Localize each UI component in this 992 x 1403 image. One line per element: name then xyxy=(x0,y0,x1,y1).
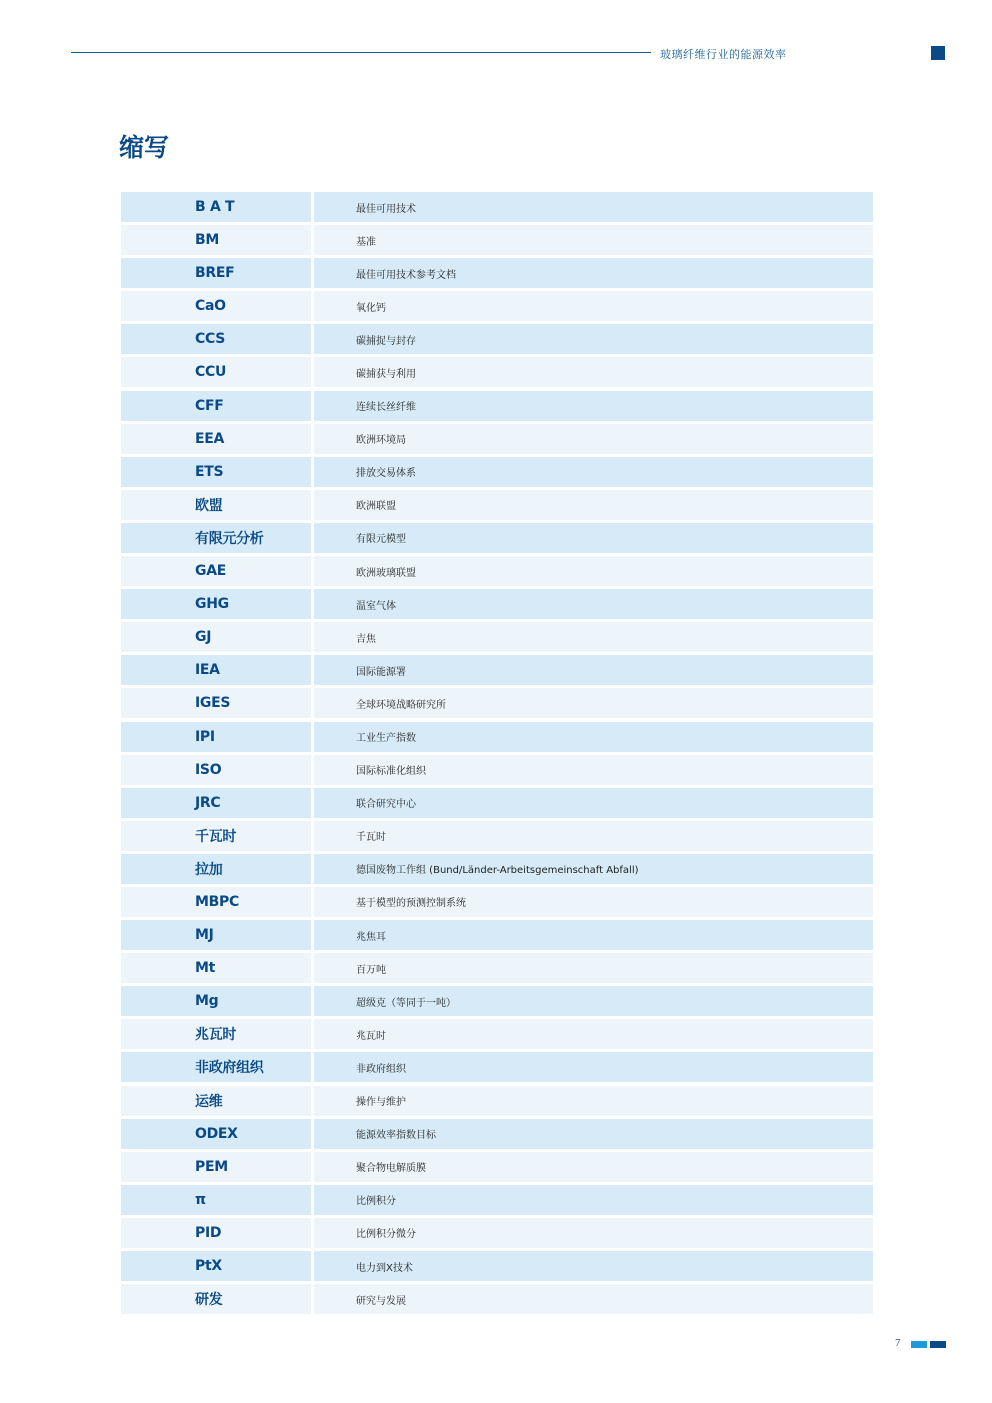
abbreviation-definition: 欧洲环境局 xyxy=(314,424,873,454)
abbreviation-term: BREF xyxy=(121,258,311,288)
abbreviation-definition: 能源效率指数目标 xyxy=(314,1119,873,1149)
abbreviation-definition: 碳捕捉与封存 xyxy=(314,324,873,354)
abbreviation-definition: 碳捕获与利用 xyxy=(314,357,873,387)
abbreviation-term: GAE xyxy=(121,556,311,586)
abbreviation-term: 兆瓦时 xyxy=(121,1019,311,1049)
abbreviation-definition: 德国废物工作组 (Bund/Länder-Arbeitsgemeinschaft Abfall) xyxy=(314,854,873,884)
table-row xyxy=(121,523,873,553)
table-row xyxy=(121,258,873,288)
abbreviation-term: CCU xyxy=(121,357,311,387)
abbreviation-definition: 连续长丝纤维 xyxy=(314,391,873,421)
abbreviation-term: 研发 xyxy=(121,1284,311,1314)
abbreviation-definition: 非政府组织 xyxy=(314,1052,873,1082)
table-row xyxy=(121,1185,873,1215)
abbreviation-definition: 氧化钙 xyxy=(314,291,873,321)
abbreviation-term: 非政府组织 xyxy=(121,1052,311,1082)
abbreviation-definition: 国际能源署 xyxy=(314,655,873,685)
abbreviation-definition: 欧洲玻璃联盟 xyxy=(314,556,873,586)
abbreviation-term: EEA xyxy=(121,424,311,454)
abbreviation-definition: 工业生产指数 xyxy=(314,722,873,752)
table-row xyxy=(121,490,873,520)
abbreviation-term: π xyxy=(121,1185,311,1215)
abbreviation-definition: 比例积分 xyxy=(314,1185,873,1215)
table-row xyxy=(121,457,873,487)
abbreviation-term: MBPC xyxy=(121,887,311,917)
abbreviation-term: Mg xyxy=(121,986,311,1016)
abbreviation-term: BM xyxy=(121,225,311,255)
abbreviation-definition: 联合研究中心 xyxy=(314,788,873,818)
abbreviation-definition: 百万吨 xyxy=(314,953,873,983)
table-row xyxy=(121,1119,873,1149)
table-row xyxy=(121,887,873,917)
table-row xyxy=(121,1284,873,1314)
abbreviation-definition: 最佳可用技术 xyxy=(314,192,873,222)
abbreviation-term: 拉加 xyxy=(121,854,311,884)
page-title: 缩写 xyxy=(119,133,170,162)
abbreviation-term: ETS xyxy=(121,457,311,487)
abbreviation-definition: 电力到X技术 xyxy=(314,1251,873,1281)
abbreviation-term: 欧盟 xyxy=(121,490,311,520)
abbreviation-term: JRC xyxy=(121,788,311,818)
abbreviation-term: GJ xyxy=(121,622,311,652)
table-row xyxy=(121,225,873,255)
table-row xyxy=(121,1152,873,1182)
abbreviation-term: PtX xyxy=(121,1251,311,1281)
page-number: 7 xyxy=(895,1337,901,1349)
abbreviation-term: PID xyxy=(121,1218,311,1248)
table-row xyxy=(121,821,873,851)
table-row xyxy=(121,589,873,619)
table-row xyxy=(121,556,873,586)
abbreviation-term: B A T xyxy=(121,192,311,222)
table-row xyxy=(121,755,873,785)
abbreviation-term: IGES xyxy=(121,688,311,718)
abbreviation-term: IPI xyxy=(121,722,311,752)
table-row xyxy=(121,357,873,387)
abbreviation-term: IEA xyxy=(121,655,311,685)
table-row xyxy=(121,788,873,818)
abbreviation-term: CFF xyxy=(121,391,311,421)
abbreviation-definition: 操作与维护 xyxy=(314,1086,873,1116)
header-rule xyxy=(71,52,651,53)
footer-accent-bar xyxy=(911,1341,927,1348)
abbreviation-term: MJ xyxy=(121,920,311,950)
abbreviation-definition: 基于模型的预测控制系统 xyxy=(314,887,873,917)
table-row xyxy=(121,1086,873,1116)
table-row xyxy=(121,986,873,1016)
abbreviation-definition: 吉焦 xyxy=(314,622,873,652)
table-row xyxy=(121,1019,873,1049)
abbreviation-definition: 排放交易体系 xyxy=(314,457,873,487)
abbreviation-definition: 兆焦耳 xyxy=(314,920,873,950)
abbreviation-term: ISO xyxy=(121,755,311,785)
table-row xyxy=(121,854,873,884)
abbreviation-table xyxy=(121,192,873,1317)
abbreviation-term: CCS xyxy=(121,324,311,354)
abbreviation-definition: 研究与发展 xyxy=(314,1284,873,1314)
abbreviation-term: PEM xyxy=(121,1152,311,1182)
table-row xyxy=(121,1251,873,1281)
table-row xyxy=(121,688,873,718)
abbreviation-definition: 有限元模型 xyxy=(314,523,873,553)
header-title: 玻璃纤维行业的能源效率 xyxy=(660,48,787,61)
abbreviation-term: Mt xyxy=(121,953,311,983)
abbreviation-definition: 欧洲联盟 xyxy=(314,490,873,520)
table-row xyxy=(121,1052,873,1082)
table-row xyxy=(121,192,873,222)
abbreviation-definition: 温室气体 xyxy=(314,589,873,619)
header-square-mark xyxy=(931,46,945,60)
abbreviation-definition: 全球环境战略研究所 xyxy=(314,688,873,718)
abbreviation-definition: 兆瓦时 xyxy=(314,1019,873,1049)
table-row xyxy=(121,391,873,421)
table-row xyxy=(121,953,873,983)
abbreviation-definition: 聚合物电解质膜 xyxy=(314,1152,873,1182)
abbreviation-term: 有限元分析 xyxy=(121,523,311,553)
abbreviation-definition: 比例积分微分 xyxy=(314,1218,873,1248)
table-row xyxy=(121,424,873,454)
abbreviation-definition: 千瓦时 xyxy=(314,821,873,851)
abbreviation-term: CaO xyxy=(121,291,311,321)
table-row xyxy=(121,622,873,652)
abbreviation-definition: 超级克（等同于一吨） xyxy=(314,986,873,1016)
table-row xyxy=(121,722,873,752)
abbreviation-definition: 基准 xyxy=(314,225,873,255)
abbreviation-definition: 最佳可用技术参考文档 xyxy=(314,258,873,288)
abbreviation-term: 运维 xyxy=(121,1086,311,1116)
table-row xyxy=(121,655,873,685)
abbreviation-term: GHG xyxy=(121,589,311,619)
abbreviation-term: ODEX xyxy=(121,1119,311,1149)
table-row xyxy=(121,1218,873,1248)
abbreviation-definition: 国际标准化组织 xyxy=(314,755,873,785)
table-row xyxy=(121,291,873,321)
footer-primary-bar xyxy=(930,1341,946,1348)
abbreviation-term: 千瓦时 xyxy=(121,821,311,851)
table-row xyxy=(121,324,873,354)
table-row xyxy=(121,920,873,950)
